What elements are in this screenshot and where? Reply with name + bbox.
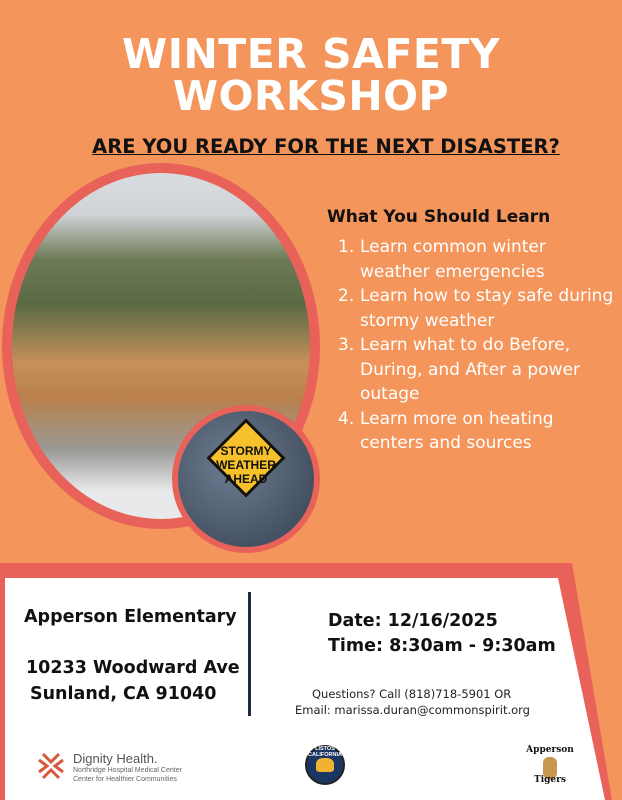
item-text: Learn common winter weather emergencies [360, 237, 546, 282]
location-name: Apperson Elementary [24, 607, 237, 627]
item-text: Learn more on heating centers and sources [360, 408, 554, 453]
logo-text-bottom: Tigers [534, 775, 566, 785]
bear-icon [316, 758, 334, 772]
title-line-2: WORKSHOP [172, 72, 450, 120]
list-item [338, 235, 618, 284]
title-line-1: WINTER SAFETY [121, 30, 501, 78]
divider [248, 592, 251, 716]
list-item [338, 407, 618, 456]
list-item [338, 333, 618, 407]
contact-email[interactable]: Email: marissa.duran@commonspirit.org [295, 703, 530, 717]
learn-list [338, 235, 618, 456]
sign-line: WEATHER [216, 458, 276, 472]
location-city: Sunland, CA 91040 [30, 684, 217, 704]
dignity-health-name: Dignity Health. [73, 751, 158, 766]
list-item [338, 284, 618, 333]
item-text: Learn how to stay safe during stormy weather [360, 286, 614, 331]
item-number: 1. [338, 237, 355, 257]
dignity-health-line-2: Center for Healthier Communities [73, 776, 177, 783]
listos-text: LISTOS CALIFORNIA [308, 746, 342, 758]
item-text: Learn what to do Before, During, and After a power outage [360, 335, 580, 404]
contact-phone: Questions? Call (818)718-5901 OR [312, 687, 512, 701]
item-number: 2. [338, 286, 355, 306]
apperson-tigers-logo [525, 745, 575, 785]
location-street: 10233 Woodward Ave [26, 658, 240, 678]
sign-line: STORMY [220, 444, 272, 458]
dignity-health-logo-icon [35, 750, 67, 782]
item-number: 4. [338, 408, 355, 429]
subtitle: ARE YOU READY FOR THE NEXT DISASTER? [92, 135, 560, 158]
learn-heading: What You Should Learn [327, 207, 551, 227]
event-time: Time: 8:30am - 9:30am [328, 636, 556, 656]
logo-text-top: Apperson [526, 745, 574, 755]
event-date: Date: 12/16/2025 [328, 611, 498, 631]
sign-text [196, 444, 296, 486]
dignity-health-line-1: Northridge Hospital Medical Center [73, 767, 182, 774]
item-number: 3. [338, 335, 355, 355]
sign-line: AHEAD [224, 472, 268, 486]
